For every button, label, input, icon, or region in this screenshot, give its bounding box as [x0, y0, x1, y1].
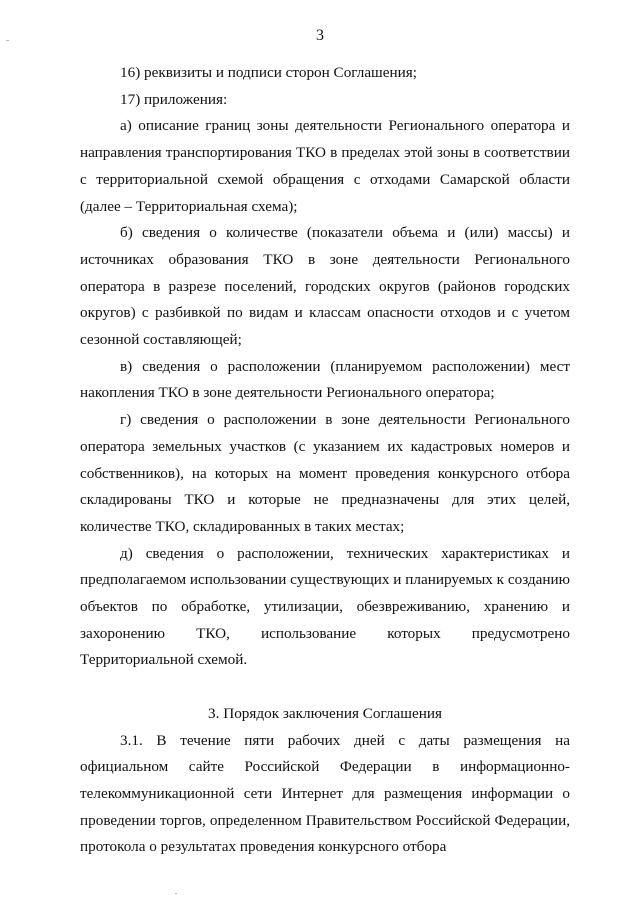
appendix-item-b: б) сведения о количестве (показатели объема и (или) массы) и источниках образования ТКО в зоне деятельности Регионального оператора в разрезе поселений, городских округов (районов городских округов) с разбивкой по видам и классам опасности отходов и с учетом сезонной составляющей;	[80, 224, 570, 349]
appendix-item-v: в) сведения о расположении (планируемом расположении) мест накопления ТКО в зоне деятельности Регионального оператора;	[80, 357, 570, 402]
document-body	[80, 60, 570, 861]
appendix-item-g: г) сведения о расположении в зоне деятельности Регионального оператора земельных участков (с указанием их кадастровых номеров и собственников), на которых на момент проведения конкурсного отбора складированы ТКО и которые не предназначены для этих целей, количестве ТКО, складированных в таких местах;	[80, 411, 570, 535]
page-number: 3	[316, 27, 324, 44]
appendix-item-d: д) сведения о расположении, технических характеристиках и предполагаемом использовании существующих и планируемых к созданию объектов по обработке, утилизации, обезвреживанию, хранению и захоронению ТКО, использование которых предусмотрено Территориальной схемой.	[80, 544, 570, 669]
section-heading: 3. Порядок заключения Соглашения	[208, 704, 442, 722]
list-item-16: 16) реквизиты и подписи сторон Соглашения;	[120, 64, 417, 81]
section-gap	[80, 674, 570, 701]
scan-mark	[175, 893, 177, 894]
section-paragraph: 3.1. В течение пяти рабочих дней с даты размещения на официальном сайте Российской Федерации в информационно-телекоммуникационной сети Интернет для размещения информации о проведении торгов, определенном Правительством Российской Федерации, протокола о результатах проведения конкурсного отбора	[80, 731, 570, 856]
list-item-17: 17) приложения:	[120, 90, 228, 108]
appendix-item-a: а) описание границ зоны деятельности Регионального оператора и направления транспортирования ТКО в пределах этой зоны в соответствии с территориальной схемой обращения с отходами Самарской области (далее – Территориальная схема);	[80, 117, 570, 215]
